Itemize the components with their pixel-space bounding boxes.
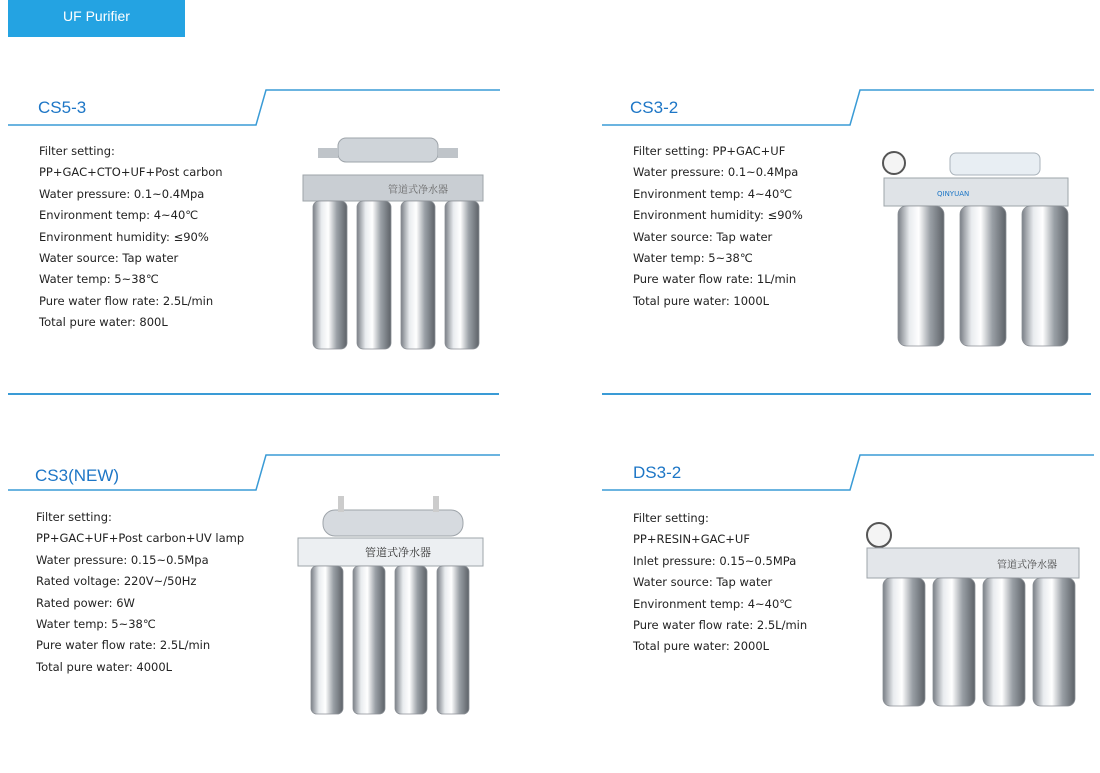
spec-line: Rated voltage: 220V~/50Hz — [36, 574, 197, 589]
svg-text:管道式净水器: 管道式净水器 — [365, 546, 431, 559]
spec-line: Environment temp: 4~40℃ — [39, 208, 199, 223]
spec-line: Environment humidity: ≤90% — [633, 208, 803, 223]
product-cs3-new — [8, 453, 500, 773]
spec-list — [633, 141, 803, 312]
spec-line: Water source: Tap water — [633, 229, 773, 244]
spec-line: Environment temp: 4~40℃ — [633, 186, 793, 201]
purifier-image — [298, 133, 488, 353]
spec-line: Water source: Tap water — [633, 575, 773, 590]
spec-line: Pure water flow rate: 1L/min — [633, 272, 797, 287]
spec-line: Water source: Tap water — [39, 251, 179, 266]
purifier-image — [872, 148, 1072, 348]
svg-text:管道式净水器: 管道式净水器 — [997, 560, 1057, 571]
product-image — [298, 133, 488, 358]
spec-line: Total pure water: 800L — [39, 315, 168, 330]
purifier-image — [857, 518, 1087, 708]
spec-line: Water temp: 5~38℃ — [39, 272, 159, 287]
uf-purifier-tab[interactable]: UF Purifier — [8, 0, 185, 37]
product-cs3-2 — [602, 88, 1094, 408]
product-ds3-2 — [602, 453, 1094, 773]
spec-line: PP+GAC+CTO+UF+Post carbon — [39, 165, 223, 180]
spec-line: Filter setting: PP+GAC+UF — [633, 144, 786, 158]
spec-list — [633, 508, 807, 658]
spec-line: Water pressure: 0.15~0.5Mpa — [36, 552, 209, 567]
spec-line: Filter setting: — [39, 144, 115, 158]
spec-line: Water temp: 5~38℃ — [36, 617, 156, 632]
product-title: CS5-3 — [38, 98, 87, 117]
spec-line: Filter setting: — [633, 511, 709, 525]
purifier-image — [293, 488, 488, 718]
spec-line: Inlet pressure: 0.15~0.5MPa — [633, 553, 797, 568]
spec-line: Environment humidity: ≤90% — [39, 229, 209, 244]
spec-line: Pure water flow rate: 2.5L/min — [39, 293, 214, 308]
spec-line: Water pressure: 0.1~0.4Mpa — [39, 186, 205, 201]
spec-line: Total pure water: 2000L — [633, 639, 770, 654]
product-title: DS3-2 — [633, 463, 682, 482]
spec-line: Water temp: 5~38℃ — [633, 251, 753, 266]
section-divider-right — [602, 393, 1091, 395]
spec-line: Filter setting: — [36, 510, 112, 524]
product-title: CS3(NEW) — [35, 466, 120, 485]
spec-line: Pure water flow rate: 2.5L/min — [633, 618, 808, 633]
spec-line: Total pure water: 1000L — [633, 293, 770, 308]
svg-text:QINYUAN: QINYUAN — [937, 190, 970, 198]
product-cs5-3 — [8, 88, 500, 408]
product-image — [293, 488, 488, 723]
section-divider-left — [8, 393, 499, 395]
spec-line: Water pressure: 0.1~0.4Mpa — [633, 165, 799, 180]
spec-line: PP+GAC+UF+Post carbon+UV lamp — [36, 531, 245, 546]
product-image — [857, 518, 1087, 713]
product-image — [872, 148, 1072, 353]
product-title: CS3-2 — [630, 98, 679, 117]
spec-line: Rated power: 6W — [36, 595, 135, 610]
spec-line: Environment temp: 4~40℃ — [633, 596, 793, 611]
spec-line: Pure water flow rate: 2.5L/min — [36, 638, 211, 653]
spec-line: Total pure water: 4000L — [36, 659, 173, 674]
spec-list — [36, 507, 244, 678]
spec-line: PP+RESIN+GAC+UF — [633, 532, 750, 547]
svg-text:管道式净水器: 管道式净水器 — [388, 185, 448, 196]
spec-list — [39, 141, 223, 334]
